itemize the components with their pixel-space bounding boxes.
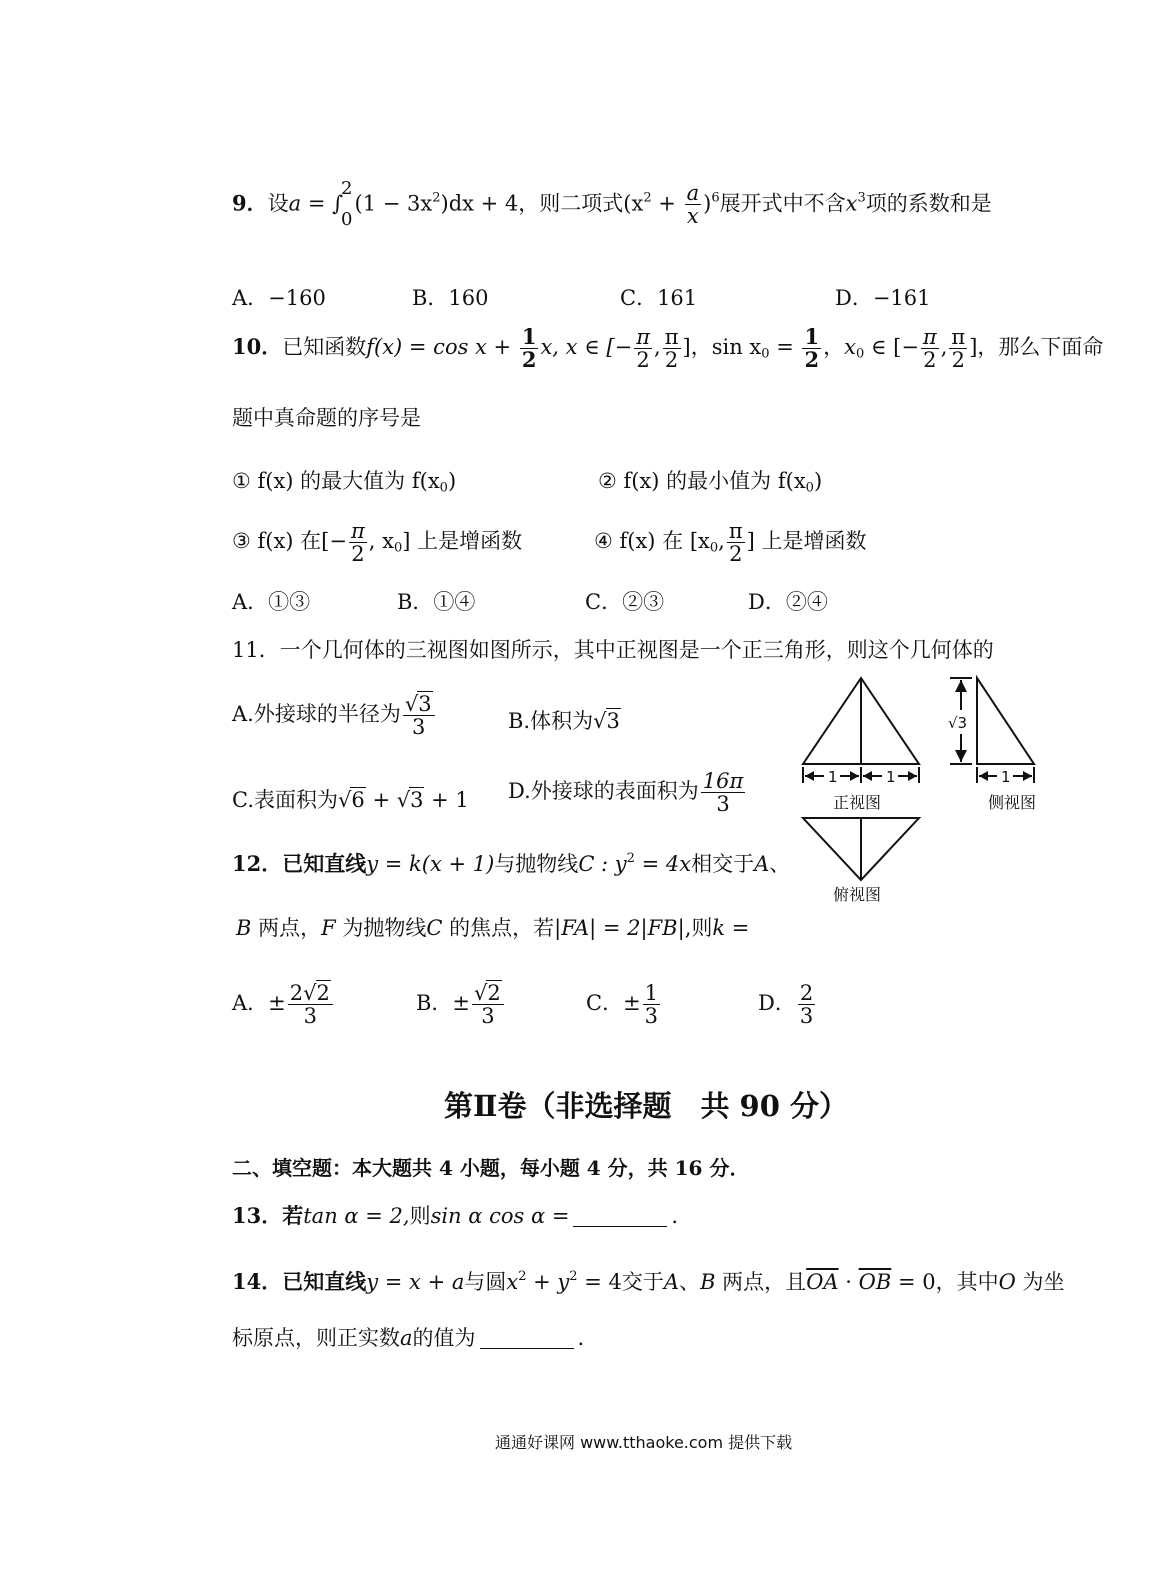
q10-option-a: A．①③ bbox=[232, 590, 311, 614]
q13-answer-blank[interactable] bbox=[573, 1226, 667, 1227]
top-view-label: 俯视图 bbox=[833, 885, 882, 904]
q9-number: 9． bbox=[232, 190, 268, 216]
side-view-label: 侧视图 bbox=[988, 793, 1037, 812]
q10-statement-2: ② f(x) 的最小值为 $f(x_0)$ bbox=[598, 469, 823, 496]
footer-credit: 通通好课网 www.tthaoke.com 提供下载 bbox=[495, 1433, 793, 1452]
q12-option-d: D． $\frac{2}{3}$ bbox=[758, 981, 814, 1029]
q12-option-a: A．± $\frac{2√2}{3}$ bbox=[232, 982, 335, 1027]
question-13: 13．若tan α = 2,则sin α cos α = . bbox=[232, 1203, 679, 1228]
question-12: 12．已知直线y = k(x + 1)与抛物线C : $y^2 = 4x$相交于A、 bbox=[232, 850, 791, 876]
side-dim-bottom: 1 bbox=[1001, 768, 1011, 786]
q14-answer-blank[interactable] bbox=[480, 1348, 574, 1349]
q12-option-c: C．± $\frac{1}{3}$ bbox=[586, 981, 659, 1029]
front-dim-left: 1 bbox=[828, 768, 838, 786]
section-2-heading: 二、填空题：本大题共 4 小题，每小题 4 分，共 16 分． bbox=[232, 1156, 750, 1180]
question-10: 10．已知函数f(x) = cos x + $\frac{1}{2}$ x, x ∈ [− $\frac{\pi}{2}$ , $\frac{\pi}{2}$ ]，$\sin x_0$ = $\frac{1}{2}$ ，$x_0$ ∈ [− $\frac{\pi}{2}$ , $\frac{\pi}{2}$ ]，那么下面命 bbox=[232, 324, 1104, 373]
question-11: 11．一个几何体的三视图如图所示，其中正视图是一个正三角形，则这个几何体的 bbox=[232, 638, 994, 662]
q10-statement-3: ③ f(x) 在[− $\frac{\pi}{2}$ , $x_0$] 上是增函数 bbox=[232, 519, 523, 567]
q9-option-a: A．−160 bbox=[232, 286, 326, 310]
part-2-title: 第Ⅱ卷（非选择题 共 90 分） bbox=[444, 1089, 848, 1123]
q10-statement-4: ④ f(x) 在 [$x_0$, $\frac{\pi}{2}$ ] 上是增函数 bbox=[594, 519, 867, 567]
side-view-triangle bbox=[977, 678, 1034, 764]
q9-option-b: B．160 bbox=[412, 286, 489, 310]
q12-line2: B 两点，F 为抛物线C 的焦点，若|FA| = 2|FB|,则k = bbox=[236, 916, 750, 940]
q10-line2: 题中真命题的序号是 bbox=[232, 406, 421, 430]
q10-option-c: C．②③ bbox=[585, 590, 665, 614]
q14-line2: 标原点，则正实数a的值为 . bbox=[232, 1326, 585, 1350]
q10-option-d: D．②④ bbox=[748, 590, 828, 614]
question-14: 14．已知直线y = x + a与圆$x^2 + y^2 = 4$交于A、B 两点，且$\overline{OA} \cdot \overline{OB} = 0$，其中O 为坐 bbox=[232, 1268, 1065, 1294]
q10-statement-1: ① f(x) 的最大值为 $f(x_0)$ bbox=[232, 469, 457, 496]
side-dim-height: √3 bbox=[948, 714, 968, 732]
q10-option-b: B．①④ bbox=[397, 590, 476, 614]
question-9: 9．设a = ∫ 2 0 $(1 - 3x^2)dx + 4$，则二项式($x^2$ + $\frac{a}{x}$ )$^6$展开式中不含$x^3$项的系数和是 bbox=[232, 178, 992, 230]
three-view-figure bbox=[790, 668, 1060, 913]
q11-option-c: C.表面积为√6 + √3 + 1 bbox=[232, 788, 469, 812]
q9-option-d: D．−161 bbox=[835, 286, 931, 310]
q11-option-d: D.外接球的表面积为 $\frac{16\pi}{3}$ bbox=[508, 769, 744, 817]
q9-option-c: C．161 bbox=[620, 286, 698, 310]
front-dim-right: 1 bbox=[886, 768, 896, 786]
q11-option-a: A.外接球的半径为 $\frac{√3}{3}$ bbox=[232, 693, 437, 738]
q11-option-b: B.体积为√3 bbox=[508, 709, 620, 733]
front-view-label: 正视图 bbox=[833, 793, 882, 812]
q12-option-b: B．± $\frac{√2}{3}$ bbox=[416, 982, 506, 1027]
